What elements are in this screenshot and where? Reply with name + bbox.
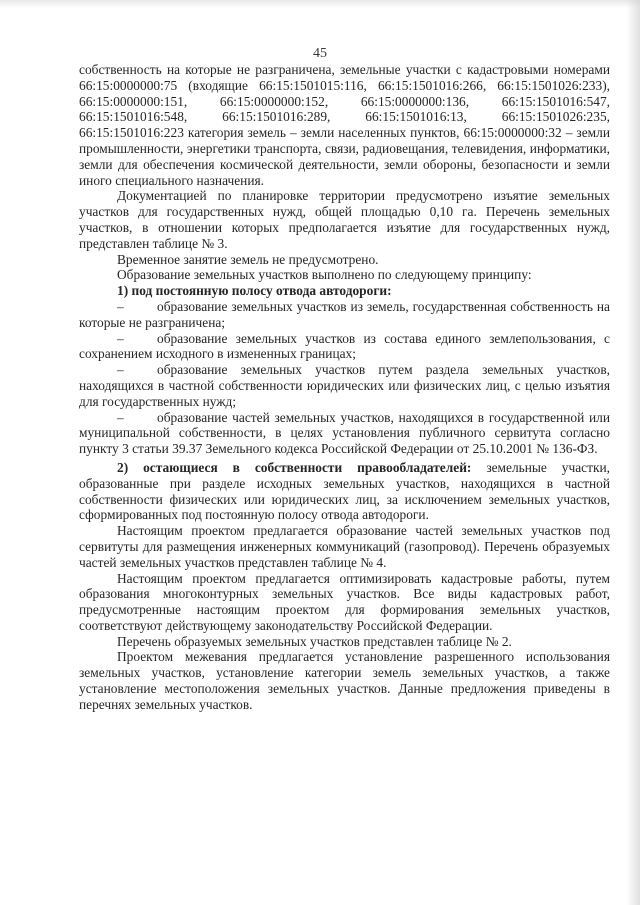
dash-marker: – — [117, 298, 124, 314]
dash-marker: – — [117, 362, 124, 378]
paragraph-seizure: Документацией по планировке территории предусмотрено изъятие земельных участков для государственных нужд, общей площадью 0,10 га. Перечень земельных участков, в отношении которых предполагается изъятие для государственных нужд, представлен таблице № 3. — [79, 188, 610, 251]
paragraph-cadastral-works: Настоящим проектом предлагается оптимизировать кадастровые работы, путем образования многоконтурных земельных участков. Все виды кадастровых работ, предусмотренные настоящим проектом для формирования земельных участков, соответствуют действующему законодательству Российской Федерации. — [79, 570, 610, 633]
page-number: 45 — [313, 46, 327, 61]
document-body — [79, 62, 610, 713]
paragraph-parcel-list: Перечень образуемых земельных участков представлен таблице № 2. — [117, 633, 512, 649]
paragraph-remaining-ownership — [79, 460, 610, 523]
paragraph-land-list: собственность на которые не разграничена, земельные участки с кадастровыми номерами 66:15:0000000:75 (входящие 66:15:1501015:116, 66:15:1501016:266, 66:15:1501026:233), 66:15:0000000:151, 66:15:0000000:152, 66:15:0000000:136, 66:15:1501016:547, 66:15:1501016:548, 66:15:1501016:289, 66:15:1501016:13, 66:15:1501026:235, 66:15:1501016:223 категория земель – земли населенных пунктов, 66:15:0000000:32 – земли промышленности, энергетики транспорта, связи, радиовещания, телевидения, информатики, земли для обеспечения космической деятельности, земли обороны, безопасности и земли иного специального назначения. — [79, 62, 610, 188]
paragraph-formation-principle: Образование земельных участков выполнено по следующему принципу: — [117, 267, 532, 283]
list-item — [79, 362, 610, 409]
heading-remaining-ownership: 2) остающиеся в собственности правообладателей: — [117, 459, 472, 475]
list-item-text: образование земельных участков из земель, государственная собственность на которые не разграничена; — [79, 298, 610, 330]
paragraph-temporary-use: Временное занятие земель не предусмотрено. — [117, 251, 379, 267]
scan-edge-right — [626, 0, 640, 905]
list-item-text: образование земельных участков из состава единого землепользования, с сохранением исходного в измененных границах; — [79, 330, 610, 362]
list-item — [79, 410, 610, 457]
list-item-text: образование земельных участков путем раздела земельных участков, находящихся в частной собственности юридических или физических лиц, с целью изъятия для государственных нужд; — [79, 362, 610, 409]
list-item-text: образование частей земельных участков, находящихся в государственной или муниципальной собственности, в целях установления публичного сервитута согласно пункту 3 статьи 39.37 Земельного кодекса Российской Федерации от 25.10.2001 № 136-ФЗ. — [79, 409, 610, 457]
dash-marker: – — [117, 330, 124, 346]
heading-right-of-way: 1) под постоянную полосу отвода автодороги: — [117, 283, 392, 299]
list-item — [79, 331, 610, 363]
dash-marker: – — [117, 409, 124, 425]
list-item — [79, 299, 610, 331]
scan-edge-top — [0, 0, 640, 8]
paragraph-servitudes: Настоящим проектом предлагается образование частей земельных участков под сервитуты для размещения инженерных коммуникаций (газопровод). Перечень образуемых частей земельных участков представлен таблице № 4. — [79, 523, 610, 570]
paragraph-land-use: Проектом межевания предлагается установление разрешенного использования земельных участков, установление категории земель земельных участков, а также установление местоположения земельных участков. Данные предложения приведены в перечнях земельных участков. — [79, 649, 610, 712]
paragraph-remaining-ownership-text: земельные участки, образованные при разделе исходных земельных участков, находящихся в частной собственности физических или юридических лиц, за исключением земельных участков, сформированных под постоянную полосу отвода автодороги. — [79, 459, 610, 523]
